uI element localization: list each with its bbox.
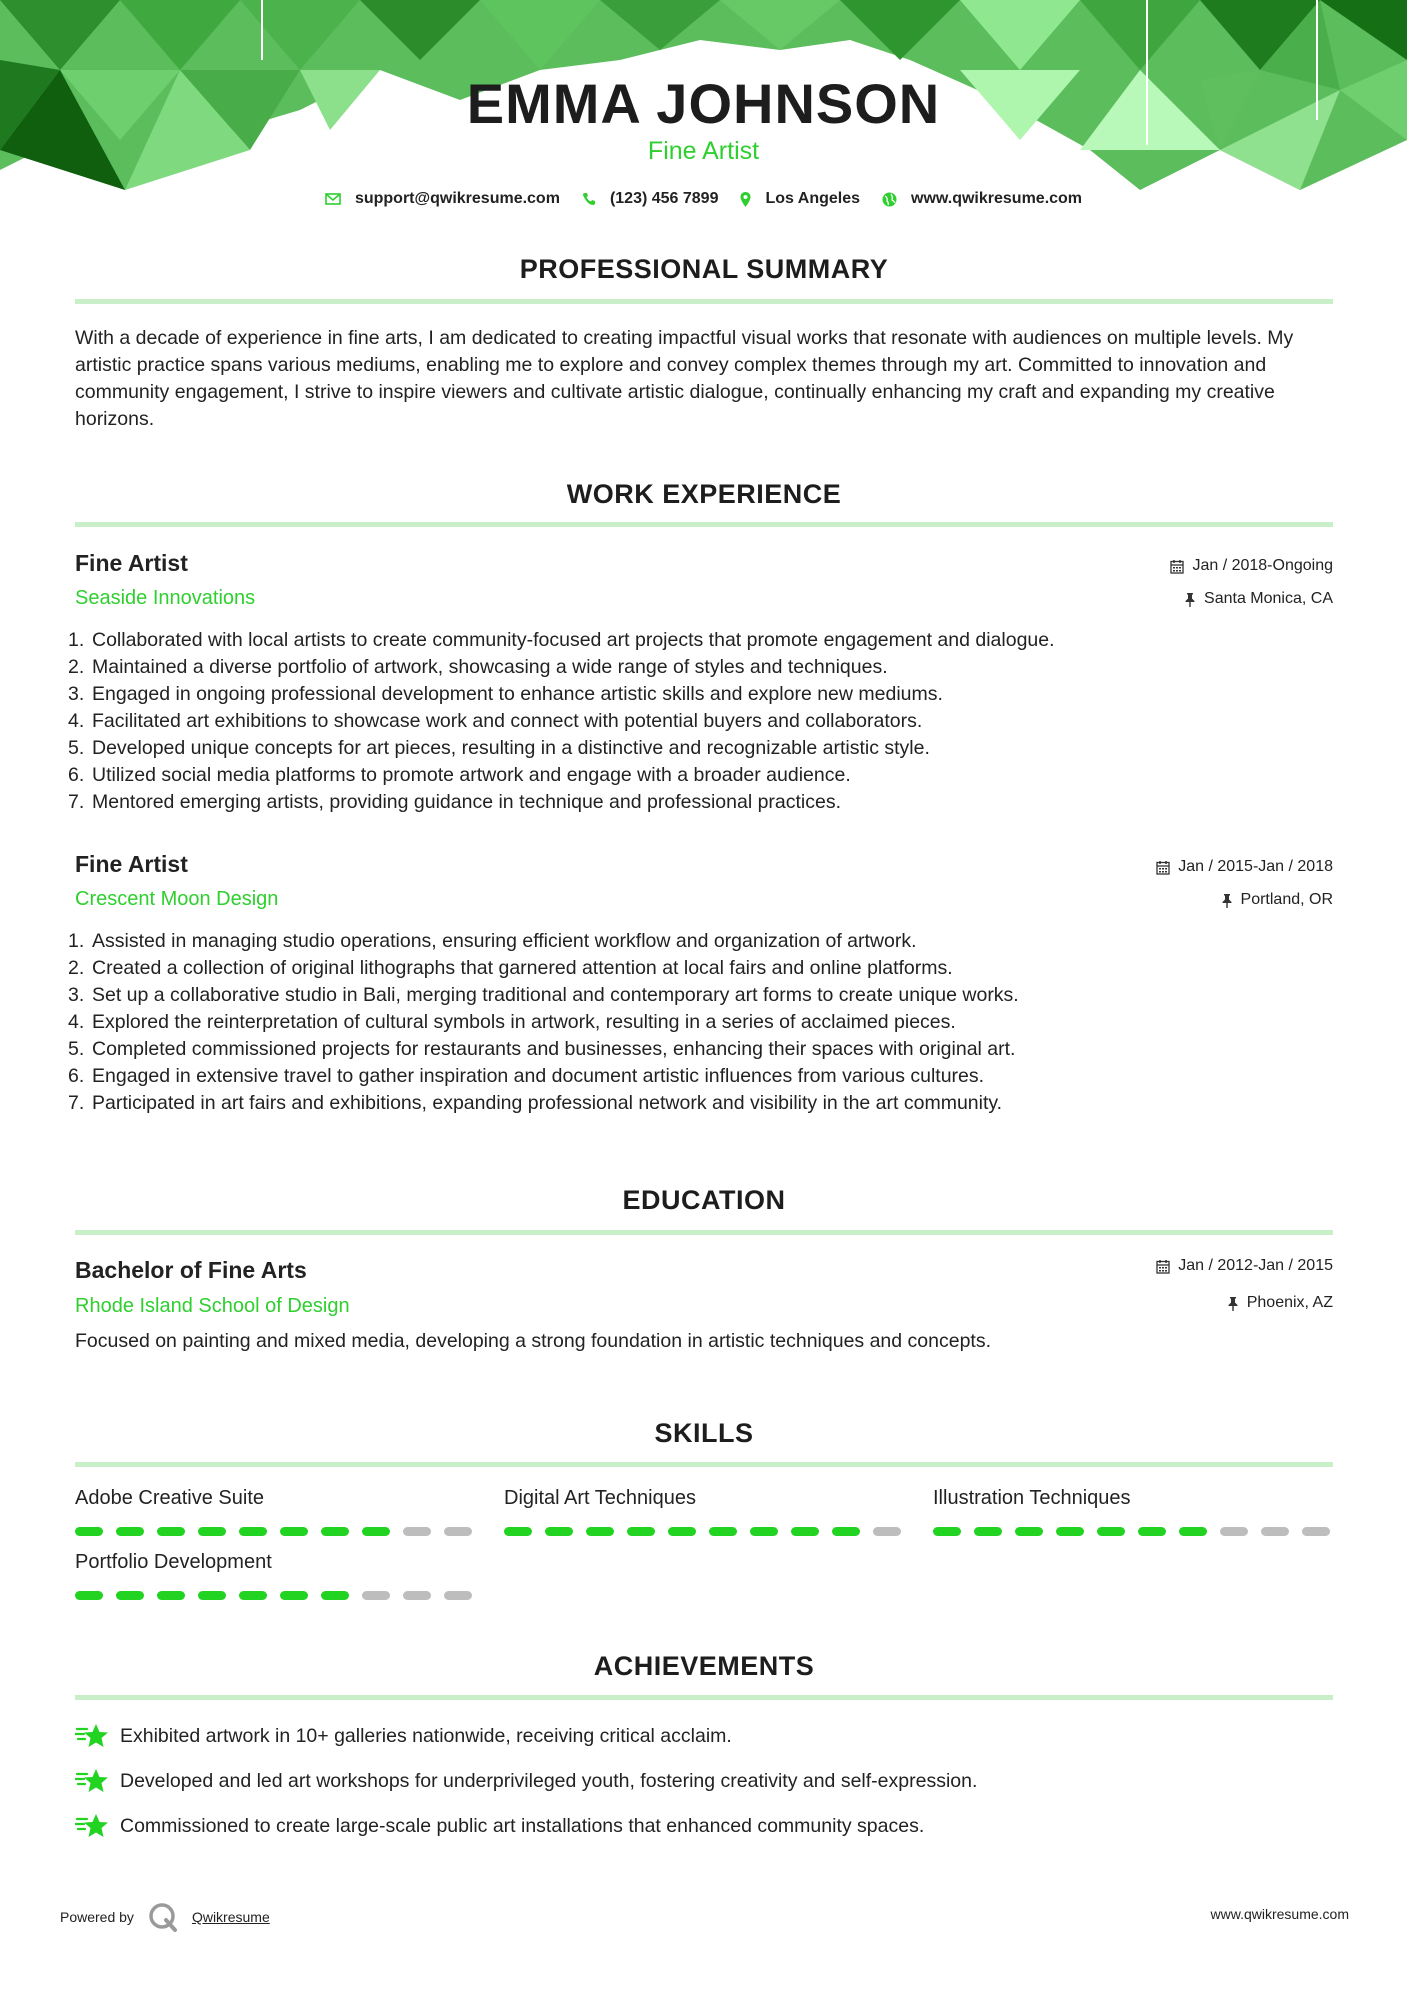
job-bullets: [68, 928, 1338, 1117]
job-title: Fine Artist: [75, 550, 188, 576]
bullet-text: Utilized social media platforms to promote artwork and engage with a broader audience.: [92, 764, 851, 786]
pushpin-icon: [1227, 1296, 1239, 1311]
job-location-text: Portland, OR: [1240, 891, 1333, 908]
location-text: Los Angeles: [765, 190, 861, 207]
job-bullets: [68, 627, 1338, 816]
list-number: 7.: [68, 1092, 85, 1114]
skill-item: [933, 1487, 1333, 1536]
education-location: [1227, 1294, 1333, 1312]
section-divider: [75, 1230, 1333, 1235]
skill-dash-empty: [1261, 1527, 1289, 1536]
list-item: [68, 762, 1338, 789]
section-divider: [75, 1695, 1333, 1700]
skill-dash-filled: [116, 1591, 144, 1600]
skill-dash-filled: [750, 1527, 778, 1536]
education-heading: EDUCATION: [622, 1185, 786, 1215]
list-number: 6.: [68, 1065, 85, 1087]
bullet-text: Facilitated art exhibitions to showcase work and connect with potential buyers and collaborators.: [92, 710, 923, 732]
skill-dash-filled: [1097, 1527, 1125, 1536]
list-item: [68, 735, 1338, 762]
list-item: [68, 789, 1338, 816]
company-name: Seaside Innovations: [75, 587, 256, 609]
skill-dash-filled: [709, 1527, 737, 1536]
bullet-text: Participated in art fairs and exhibitions, expanding professional network and visibility in the art community.: [92, 1092, 1003, 1114]
skill-dash-filled: [933, 1527, 961, 1536]
qwikresume-logo-icon: [148, 1902, 178, 1932]
pushpin-icon: [1184, 592, 1196, 607]
skill-dash-filled: [791, 1527, 819, 1536]
achievement-text: Exhibited artwork in 10+ galleries nationwide, receiving critical acclaim.: [120, 1724, 732, 1747]
list-number: 3.: [68, 683, 85, 705]
skill-dash-filled: [75, 1591, 103, 1600]
candidate-name: EMMA JOHNSON: [466, 72, 941, 135]
list-number: 6.: [68, 764, 85, 786]
skill-dash-empty: [362, 1591, 390, 1600]
list-item: [68, 1090, 1338, 1117]
skill-dash-filled: [362, 1527, 390, 1536]
degree-title: Bachelor of Fine Arts: [75, 1257, 307, 1283]
website-text: www.qwikresume.com: [911, 190, 1083, 207]
experience-heading: WORK EXPERIENCE: [566, 479, 842, 509]
email-text: support@qwikresume.com: [354, 190, 560, 207]
powered-by-label: Powered by: [60, 1909, 134, 1925]
star-icon: [75, 1766, 109, 1796]
envelope-icon: [325, 193, 341, 205]
achievement-item: [75, 1811, 924, 1841]
achievement-item: [75, 1766, 977, 1796]
skill-dash-filled: [157, 1591, 185, 1600]
skill-dash-filled: [321, 1591, 349, 1600]
education-dates: [1156, 1257, 1333, 1275]
skill-dash-filled: [75, 1527, 103, 1536]
skill-dash-filled: [280, 1527, 308, 1536]
skill-dash-filled: [157, 1527, 185, 1536]
skill-dash-filled: [545, 1527, 573, 1536]
achievement-item: [75, 1721, 732, 1751]
pushpin-icon: [1221, 893, 1233, 908]
job-title: Fine Artist: [75, 851, 188, 877]
bullet-text: Created a collection of original lithographs that garnered attention at local fairs and online platforms.: [92, 957, 953, 979]
phone-icon: [582, 192, 596, 206]
footer-powered-by: [60, 1902, 270, 1932]
calendar-icon: [1170, 559, 1184, 574]
list-item: [68, 1009, 1338, 1036]
skill-name: Adobe Creative Suite: [75, 1487, 265, 1509]
skill-meter: [75, 1527, 475, 1536]
education-dates-text: Jan / 2012-Jan / 2015: [1178, 1257, 1333, 1274]
skill-item: [75, 1551, 475, 1600]
skill-dash-filled: [974, 1527, 1002, 1536]
skill-name: Illustration Techniques: [933, 1487, 1131, 1509]
list-item: [68, 681, 1338, 708]
job-dates-text: Jan / 2018-Ongoing: [1192, 557, 1333, 574]
skill-dash-filled: [1015, 1527, 1043, 1536]
skill-dash-filled: [668, 1527, 696, 1536]
bullet-text: Mentored emerging artists, providing guidance in technique and professional practices.: [92, 791, 842, 813]
education-description: Focused on painting and mixed media, developing a strong foundation in artistic techniques and concepts.: [75, 1330, 992, 1352]
skill-dash-filled: [198, 1591, 226, 1600]
skill-dash-filled: [280, 1591, 308, 1600]
skill-dash-filled: [627, 1527, 655, 1536]
skill-dash-filled: [832, 1527, 860, 1536]
education-location-text: Phoenix, AZ: [1246, 1294, 1333, 1311]
skill-dash-empty: [1302, 1527, 1330, 1536]
achievements-heading: ACHIEVEMENTS: [593, 1651, 815, 1681]
job-location: [1221, 891, 1333, 909]
list-item: [68, 708, 1338, 735]
list-item: [68, 1036, 1338, 1063]
job-dates: [1156, 858, 1333, 876]
bullet-text: Collaborated with local artists to create community-focused art projects that promote engagement and dialogue.: [92, 629, 1055, 651]
contact-website[interactable]: [882, 190, 1082, 208]
list-number: 4.: [68, 1011, 85, 1033]
footer-website[interactable]: www.qwikresume.com: [1210, 1906, 1349, 1922]
section-divider: [75, 1462, 1333, 1467]
list-number: 5.: [68, 1038, 85, 1060]
skill-dash-empty: [873, 1527, 901, 1536]
list-number: 5.: [68, 737, 85, 759]
list-item: [68, 1063, 1338, 1090]
list-item: [68, 627, 1338, 654]
job-dates: [1170, 557, 1333, 575]
skill-name: Digital Art Techniques: [504, 1487, 696, 1509]
skill-dash-empty: [1220, 1527, 1248, 1536]
job-location-text: Santa Monica, CA: [1204, 590, 1333, 607]
phone-text: (123) 456 7899: [609, 190, 719, 207]
list-item: [68, 654, 1338, 681]
school-name: Rhode Island School of Design: [75, 1295, 350, 1317]
summary-heading: PROFESSIONAL SUMMARY: [519, 254, 889, 284]
list-number: 1.: [68, 629, 85, 651]
calendar-icon: [1156, 860, 1170, 875]
skill-dash-filled: [1138, 1527, 1166, 1536]
skill-dash-empty: [403, 1527, 431, 1536]
skill-dash-empty: [444, 1527, 472, 1536]
skill-meter: [933, 1527, 1333, 1536]
skill-dash-filled: [239, 1591, 267, 1600]
list-number: 2.: [68, 656, 85, 678]
bullet-text: Engaged in extensive travel to gather inspiration and document artistic influences from various cultures.: [92, 1065, 985, 1087]
candidate-title: Fine Artist: [647, 137, 760, 165]
list-number: 4.: [68, 710, 85, 732]
skill-dash-filled: [321, 1527, 349, 1536]
skill-dash-filled: [1056, 1527, 1084, 1536]
job-location: [1184, 590, 1333, 608]
star-icon: [75, 1811, 109, 1841]
skill-meter: [75, 1591, 475, 1600]
globe-icon: [882, 192, 897, 207]
job-dates-text: Jan / 2015-Jan / 2018: [1178, 858, 1333, 875]
company-name: Crescent Moon Design: [75, 888, 279, 910]
achievement-text: Developed and led art workshops for underprivileged youth, fostering creativity and self-expression.: [120, 1769, 978, 1792]
skill-dash-filled: [198, 1527, 226, 1536]
star-icon: [75, 1721, 109, 1751]
section-divider: [75, 299, 1333, 304]
bullet-text: Engaged in ongoing professional development to enhance artistic skills and explore new mediums.: [92, 683, 943, 705]
skills-heading: SKILLS: [654, 1418, 754, 1448]
list-number: 7.: [68, 791, 85, 813]
skill-dash-empty: [403, 1591, 431, 1600]
section-divider: [75, 522, 1333, 527]
list-item: [68, 955, 1338, 982]
skill-item: [504, 1487, 904, 1536]
contact-location: [740, 190, 860, 208]
map-pin-icon: [740, 192, 751, 207]
contact-email[interactable]: [325, 190, 560, 208]
skill-dash-filled: [1179, 1527, 1207, 1536]
skill-dash-empty: [444, 1591, 472, 1600]
list-number: 2.: [68, 957, 85, 979]
skill-dash-filled: [239, 1527, 267, 1536]
skill-dash-filled: [586, 1527, 614, 1536]
list-number: 1.: [68, 930, 85, 952]
brand-link[interactable]: Qwikresume: [191, 1909, 270, 1925]
contact-bar: [0, 187, 1407, 211]
skill-meter: [504, 1527, 904, 1536]
bullet-text: Completed commissioned projects for restaurants and businesses, enhancing their spaces with original art.: [92, 1038, 1016, 1060]
contact-phone[interactable]: [582, 190, 719, 208]
skill-item: [75, 1487, 475, 1536]
skill-dash-filled: [504, 1527, 532, 1536]
list-number: 3.: [68, 984, 85, 1006]
calendar-icon: [1156, 1259, 1170, 1274]
bullet-text: Developed unique concepts for art pieces, resulting in a distinctive and recognizable artistic style.: [92, 737, 930, 759]
bullet-text: Assisted in managing studio operations, ensuring efficient workflow and organization of artwork.: [92, 930, 917, 952]
bullet-text: Maintained a diverse portfolio of artwork, showcasing a wide range of styles and techniques.: [92, 656, 888, 678]
list-item: [68, 928, 1338, 955]
bullet-text: Set up a collaborative studio in Bali, merging traditional and contemporary art forms to create unique works.: [92, 984, 1019, 1006]
achievement-text: Commissioned to create large-scale public art installations that enhanced community spaces.: [120, 1814, 925, 1837]
summary-text: With a decade of experience in fine arts, I am dedicated to creating impactful visual works that resonate with audiences on multiple levels. My artistic practice spans various mediums, enabling me to explore and convey complex themes through my art. Committed to innovation and community engagement, I strive to inspire viewers and cultivate artistic dialogue, continually enhancing my craft and expanding my creative horizons.: [75, 327, 1294, 430]
list-item: [68, 982, 1338, 1009]
skill-name: Portfolio Development: [75, 1551, 272, 1573]
bullet-text: Explored the reinterpretation of cultural symbols in artwork, resulting in a series of acclaimed pieces.: [92, 1011, 956, 1033]
skill-dash-filled: [116, 1527, 144, 1536]
